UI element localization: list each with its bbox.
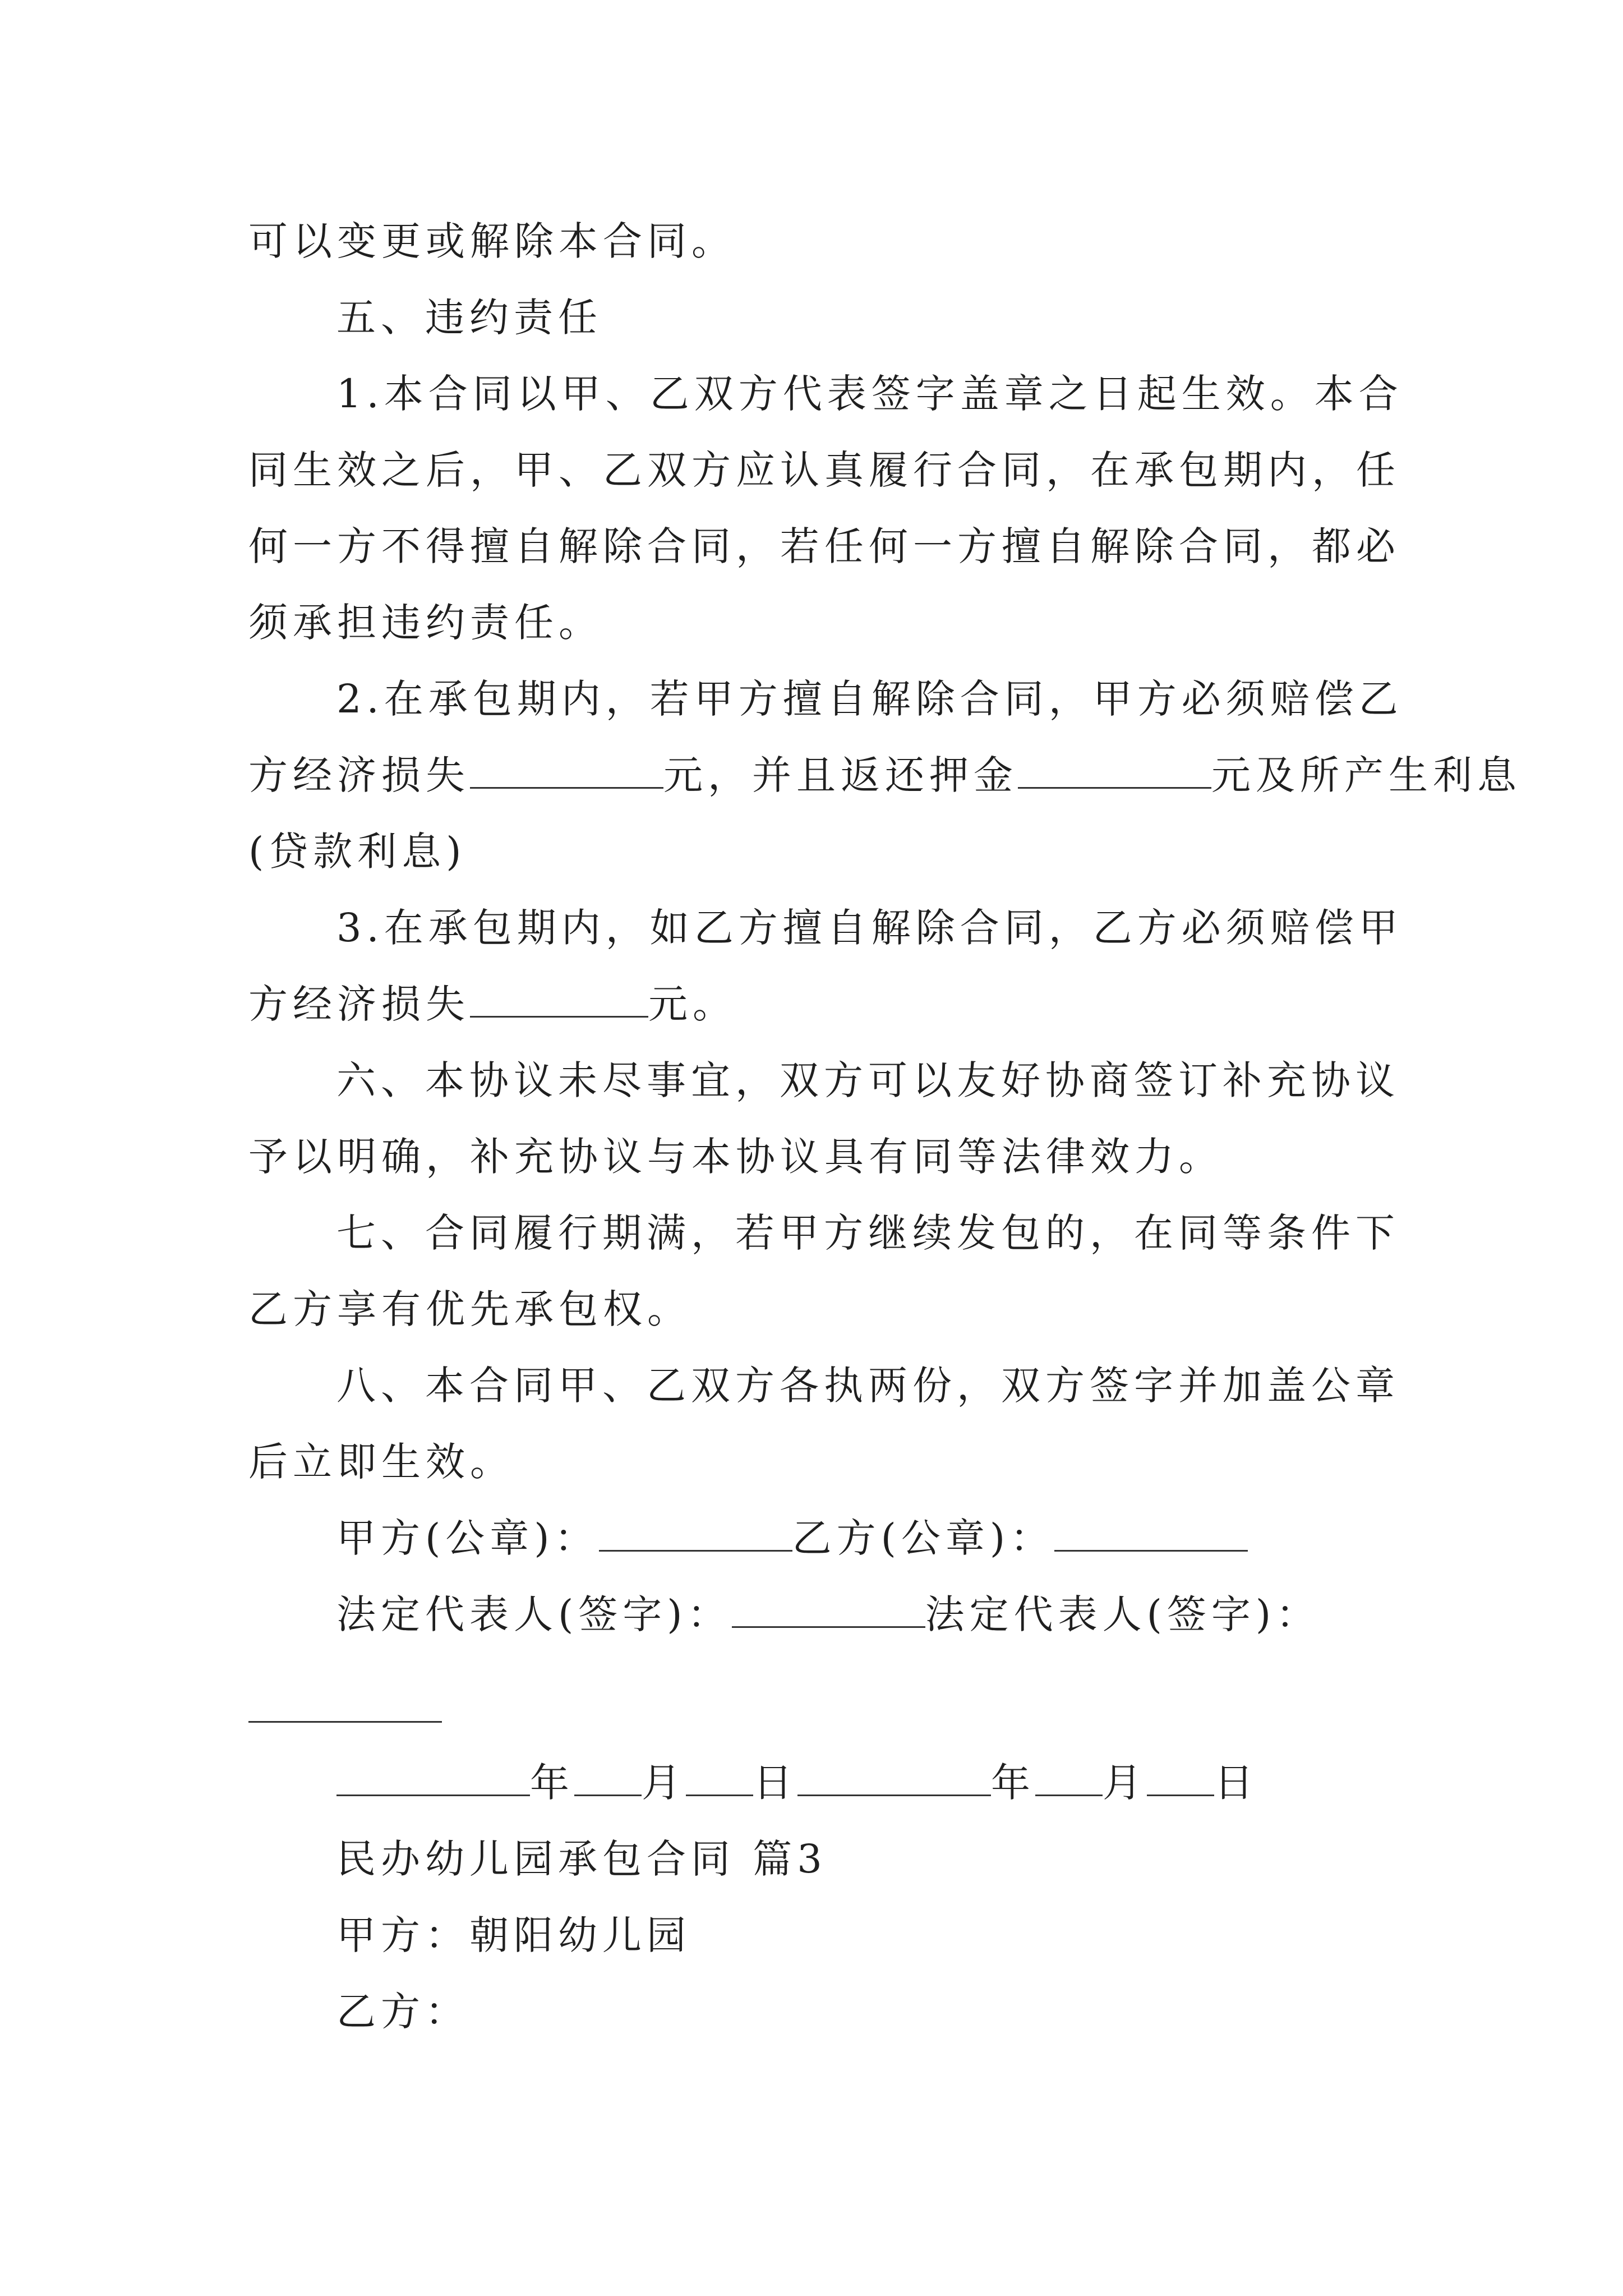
party-a-rep-field <box>732 1589 925 1628</box>
representative-line <box>336 1586 1481 1642</box>
year-label: 年 <box>530 1760 574 1806</box>
party-b-rep-field <box>248 1721 442 1723</box>
text-fragment: 方经济损失 <box>248 752 470 798</box>
paragraph-line: (贷款利息) <box>248 829 467 875</box>
month-label: 月 <box>642 1760 686 1806</box>
month-field <box>574 1757 642 1796</box>
seal-line <box>336 1510 1481 1566</box>
contract-title: 民办幼儿园承包合同 篇3 <box>336 1836 827 1882</box>
text-fragment: 元。 <box>648 981 737 1027</box>
paragraph-line: 后立即生效。 <box>248 1439 514 1485</box>
text-fragment: 元及所产生利息 <box>1211 752 1521 798</box>
text-fragment: 元，并且返还押金 <box>663 752 1018 798</box>
compensation-line <box>248 976 1393 1032</box>
paragraph-line: 1.本合同以甲、乙双方代表签字盖章之日起生效。本合 <box>336 371 1403 417</box>
paragraph-line: 七、合同履行期满，若甲方继续发包的，在同等条件下 <box>336 1210 1400 1256</box>
paragraph-line: 须承担违约责任。 <box>248 600 603 646</box>
paragraph-line: 予以明确，补充协议与本协议具有同等法律效力。 <box>248 1134 1223 1180</box>
year-label: 年 <box>991 1760 1035 1806</box>
text-fragment: 方经济损失 <box>248 981 470 1027</box>
party-a-seal-field <box>599 1513 792 1552</box>
day-label: 日 <box>1214 1760 1258 1806</box>
compensation-line <box>248 747 1521 803</box>
party-a-rep-label: 法定代表人(签字)： <box>336 1591 732 1637</box>
paragraph-line: 同生效之后，甲、乙双方应认真履行合同，在承包期内，任 <box>248 447 1400 493</box>
party-a-seal-label: 甲方(公章)： <box>336 1515 599 1561</box>
party-b-rep-label: 法定代表人(签字)： <box>925 1591 1321 1637</box>
month-label: 月 <box>1103 1760 1147 1806</box>
party-b-seal-label: 乙方(公章)： <box>792 1515 1055 1561</box>
blank-field <box>1018 750 1211 789</box>
paragraph-line: 可以变更或解除本合同。 <box>248 218 736 264</box>
year-field <box>336 1757 530 1796</box>
section-heading: 五、违约责任 <box>336 295 602 341</box>
date-line <box>336 1755 1481 1811</box>
day-label: 日 <box>753 1760 797 1806</box>
paragraph-line: 八、本合同甲、乙双方各执两份，双方签字并加盖公章 <box>336 1363 1400 1409</box>
paragraph-line: 2.在承包期内，若甲方擅自解除合同，甲方必须赔偿乙 <box>336 676 1403 722</box>
paragraph-line: 乙方享有优先承包权。 <box>248 1286 691 1332</box>
day-field <box>1147 1757 1214 1796</box>
party-a-line: 甲方：朝阳幼儿园 <box>336 1912 691 1958</box>
paragraph-line: 何一方不得擅自解除合同，若任何一方擅自解除合同，都必 <box>248 523 1400 569</box>
day-field <box>686 1757 753 1796</box>
party-b-seal-field <box>1054 1513 1248 1552</box>
paragraph-line: 六、本协议未尽事宜，双方可以友好协商签订补充协议 <box>336 1057 1400 1103</box>
party-b-line: 乙方： <box>336 1989 469 2035</box>
blank-field <box>470 979 648 1018</box>
blank-field <box>470 750 663 789</box>
paragraph-line: 3.在承包期内，如乙方擅自解除合同，乙方必须赔偿甲 <box>336 905 1403 951</box>
month-field <box>1035 1757 1103 1796</box>
year-field <box>797 1757 991 1796</box>
